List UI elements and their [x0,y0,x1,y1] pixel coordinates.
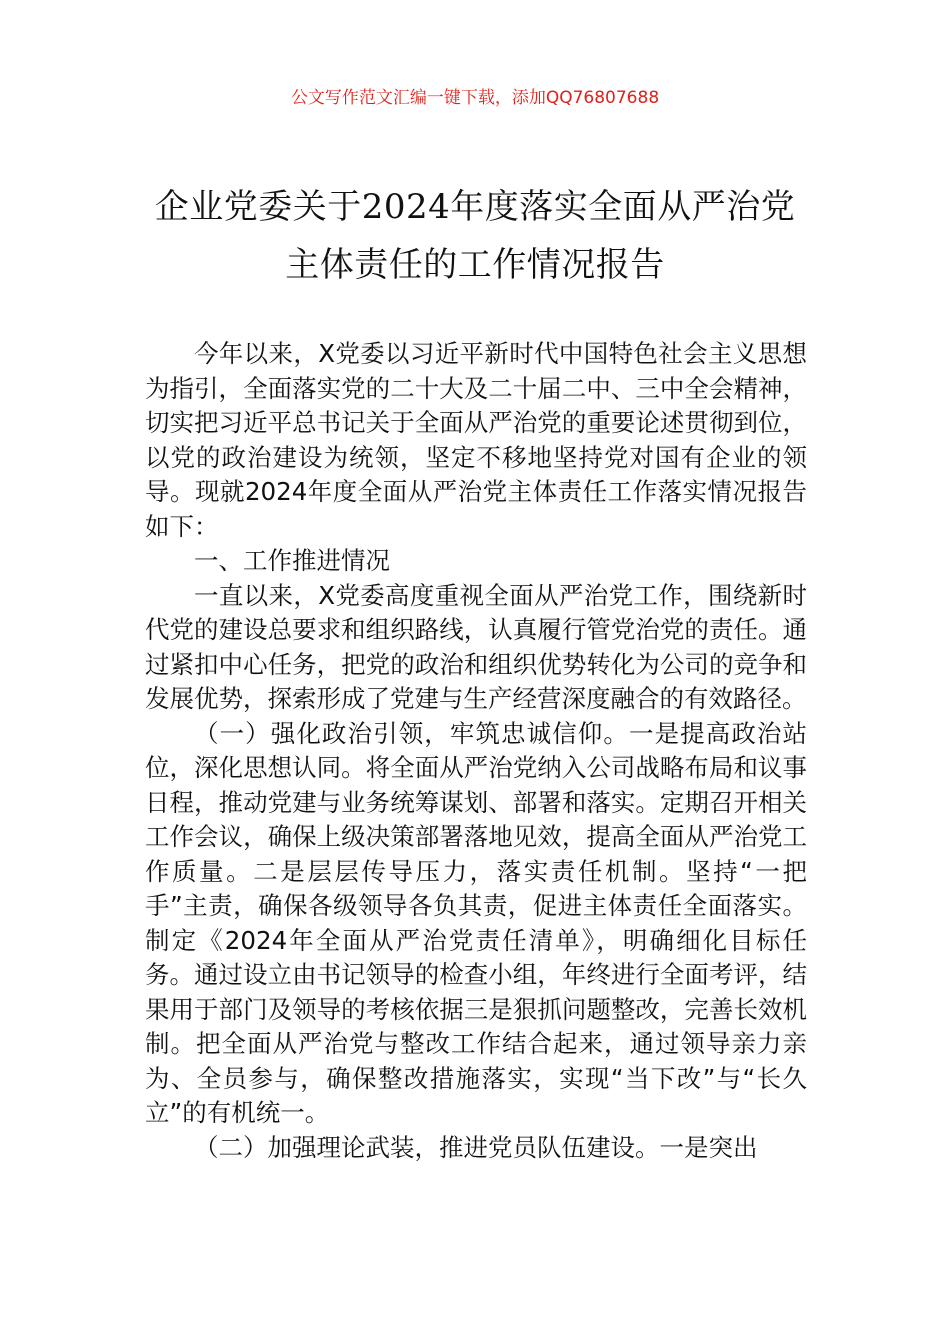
title-line-1: 企业党委关于2024年度落实全面从严治党 [154,187,796,227]
intro-paragraph: 今年以来，X党委以习近平新时代中国特色社会主义思想为指引，全面落实党的二十大及二十届二中、三中全会精神，切实把习近平总书记关于全面从严治党的重要论述贯彻到位，以党的政治建设为统领，坚定不移地坚持党对国有企业的领导。现就2024年度全面从严治党主体责任工作落实情况报告如下： [145,339,807,541]
item-theory-arming-paragraph: （二）加强理论武装，推进党员队伍建设。一是突出 [194,1132,758,1162]
title-line-2: 主体责任的工作情况报告 [285,245,665,285]
report-title [130,178,820,294]
section-overview-paragraph: 一直以来，X党委高度重视全面从严治党工作，围绕新时代党的建设总要求和组织路线，认真履行管党治党的责任。通过紧扣中心任务，把党的政治和组织优势转化为公司的竞争和发展优势，探索形成了党建与生产经营深度融合的有效路径。 [145,580,807,713]
section-heading-work-progress: 一、工作推进情况 [194,546,390,575]
item-political-leadership-paragraph: （一）强化政治引领，牢筑忠诚信仰。一是提高政治站位，深化思想认同。将全面从严治党纳入公司战略布局和议事日程，推动党建与业务统筹谋划、部署和落实。定期召开相关工作会议，确保上级决策部署落地见效，提高全面从严治党工作质量。二是层层传导压力，落实责任机制。坚持“一把手”主责，确保各级领导各负其责，促进主体责任全面落实。制定《2024年全面从严治党责任清单》，明确细化目标任务。通过设立由书记领导的检查小组，年终进行全面考评，结果用于部门及领导的考核依据三是狠抓问题整改，完善长效机制。把全面从严治党与整改工作结合起来，通过领导亲力亲为、全员参与，确保整改措施落实，实现“当下改”与“长久立”的有机统一。 [145,718,807,1127]
report-body [145,337,807,1165]
download-banner[interactable]: 公文写作范文汇编一键下载，添加QQ76807688 [290,88,660,108]
